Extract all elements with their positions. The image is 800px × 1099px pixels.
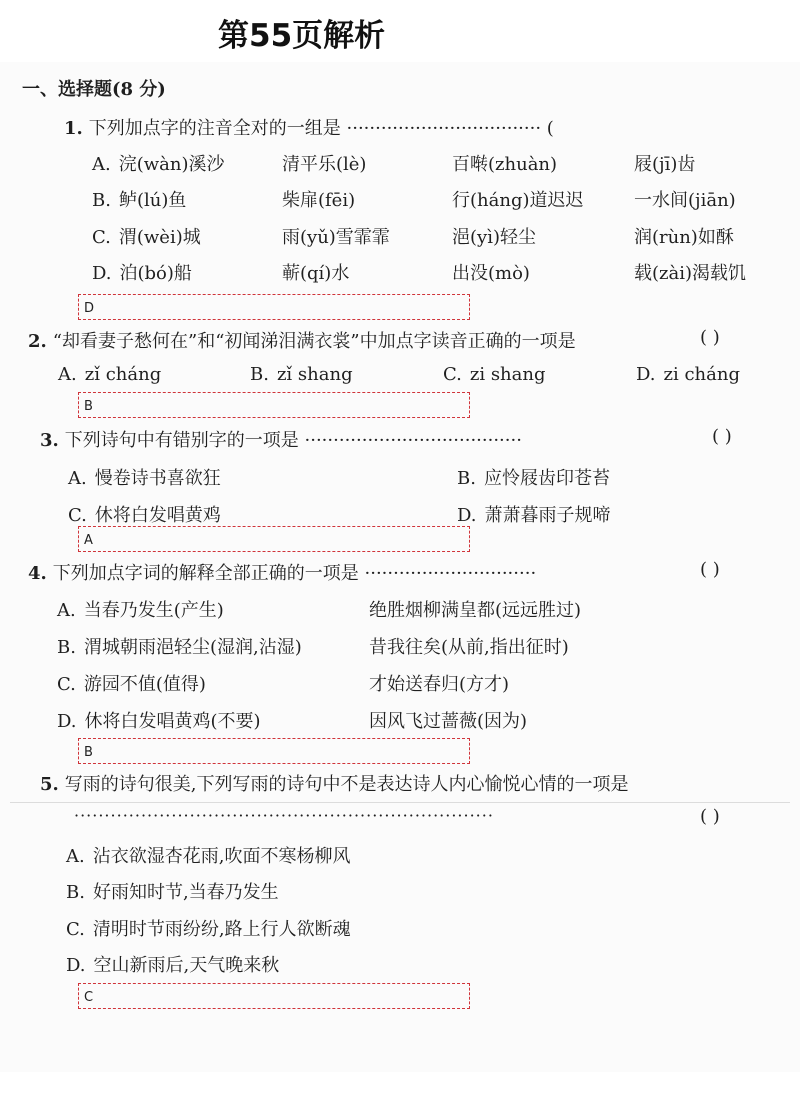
- q1-option-b-2: 柴扉(fēi): [282, 190, 356, 211]
- answer-box-q3: A: [78, 526, 470, 552]
- answer-box-q2: B: [78, 392, 470, 418]
- q4-option-d-2: 因风飞过蔷薇(因为): [369, 711, 528, 732]
- question-stem: 写雨的诗句很美,下列写雨的诗句中不是表达诗人内心愉悦心情的一项是: [64, 774, 629, 795]
- q1-option-a-3: 百啭(zhuàn): [452, 154, 558, 175]
- q4-option-a-2: 绝胜烟柳满皇都(远远胜过): [369, 600, 582, 621]
- question-number: 5.: [40, 774, 59, 795]
- q4-option-c-2: 才始送春归(方才): [369, 674, 510, 695]
- q5-option-b: B. 好雨知时节,当春乃发生: [66, 882, 279, 903]
- q1-option-a-4: 屐(jī)齿: [634, 154, 696, 175]
- q4-option-c: C. 游园不值(值得): [57, 674, 206, 695]
- q1-option-c: C. 渭(wèi)城: [92, 227, 201, 248]
- q3-option-d: D. 萧萧暮雨子规啼: [457, 505, 611, 526]
- answer-box-q1: D: [78, 294, 470, 320]
- divider: [10, 802, 790, 803]
- q1-option-c-3: 浥(yì)轻尘: [452, 227, 536, 248]
- answer-paren: ( ): [700, 806, 720, 827]
- question-number: 2.: [28, 331, 47, 352]
- question-stem: 下列加点字词的解释全部正确的一项是 ······························: [52, 563, 537, 584]
- q4-option-b: B. 渭城朝雨浥轻尘(湿润,沾湿): [57, 637, 302, 658]
- section-heading: 一、选择题(8 分): [22, 79, 166, 100]
- answer-paren: ( ): [700, 327, 720, 348]
- q2-option-d: D. zi cháng: [636, 364, 740, 385]
- answer-paren: ( ): [712, 426, 732, 447]
- q1-option-b-3: 行(háng)道迟迟: [452, 190, 584, 211]
- q2-option-c: C. zi shang: [443, 364, 546, 385]
- question-2: [28, 327, 576, 353]
- question-stem: 下列加点字的注音全对的一组是 ·································· (: [88, 118, 554, 139]
- q5-option-a: A. 沾衣欲湿杏花雨,吹面不寒杨柳风: [66, 846, 351, 867]
- question-number: 1.: [64, 118, 83, 139]
- question-3: [40, 426, 522, 452]
- question-4: [28, 559, 536, 585]
- q5-option-c: C. 清明时节雨纷纷,路上行人欲断魂: [66, 919, 351, 940]
- answer-paren: ( ): [700, 559, 720, 580]
- q1-option-b-4: 一水间(jiān): [634, 190, 736, 211]
- answer-box-q5: C: [78, 983, 470, 1009]
- question-stem: 下列诗句中有错别字的一项是 ······································: [64, 430, 522, 451]
- q1-option-c-4: 润(rùn)如酥: [634, 227, 734, 248]
- q4-option-b-2: 昔我往矣(从前,指出征时): [369, 637, 569, 658]
- q1-option-a-2: 清平乐(lè): [282, 154, 367, 175]
- dotted-leader: ·····································································: [74, 806, 494, 825]
- q2-option-b: B. zǐ shang: [250, 364, 353, 385]
- q2-option-a: A. zǐ cháng: [58, 364, 162, 385]
- q1-option-d-4: 载(zài)渴载饥: [634, 263, 747, 284]
- q1-option-c-2: 雨(yǔ)雪霏霏: [282, 227, 390, 248]
- q1-option-a: A. 浣(wàn)溪沙: [92, 154, 225, 175]
- q1-option-d-2: 蕲(qí)水: [282, 263, 350, 284]
- q3-option-a: A. 慢卷诗书喜欲狂: [68, 468, 221, 489]
- question-stem: “却看妻子愁何在”和“初闻涕泪满衣裳”中加点字读音正确的一项是: [52, 331, 576, 352]
- q5-option-d: D. 空山新雨后,天气晚来秋: [66, 955, 280, 976]
- q1-option-d-3: 出没(mò): [452, 263, 530, 284]
- question-number: 3.: [40, 430, 59, 451]
- q1-option-b: B. 鲈(lú)鱼: [92, 190, 187, 211]
- page-title: 第55页解析: [218, 18, 386, 54]
- question-5: [40, 770, 629, 796]
- q4-option-a: A. 当春乃发生(产生): [57, 600, 224, 621]
- q3-option-b: B. 应怜屐齿印苍苔: [457, 468, 610, 489]
- q4-option-d: D. 休将白发唱黄鸡(不要): [57, 711, 261, 732]
- question-1: [64, 114, 554, 140]
- question-number: 4.: [28, 563, 47, 584]
- q1-option-d: D. 泊(bó)船: [92, 263, 192, 284]
- answer-box-q4: B: [78, 738, 470, 764]
- q3-option-c: C. 休将白发唱黄鸡: [68, 505, 221, 526]
